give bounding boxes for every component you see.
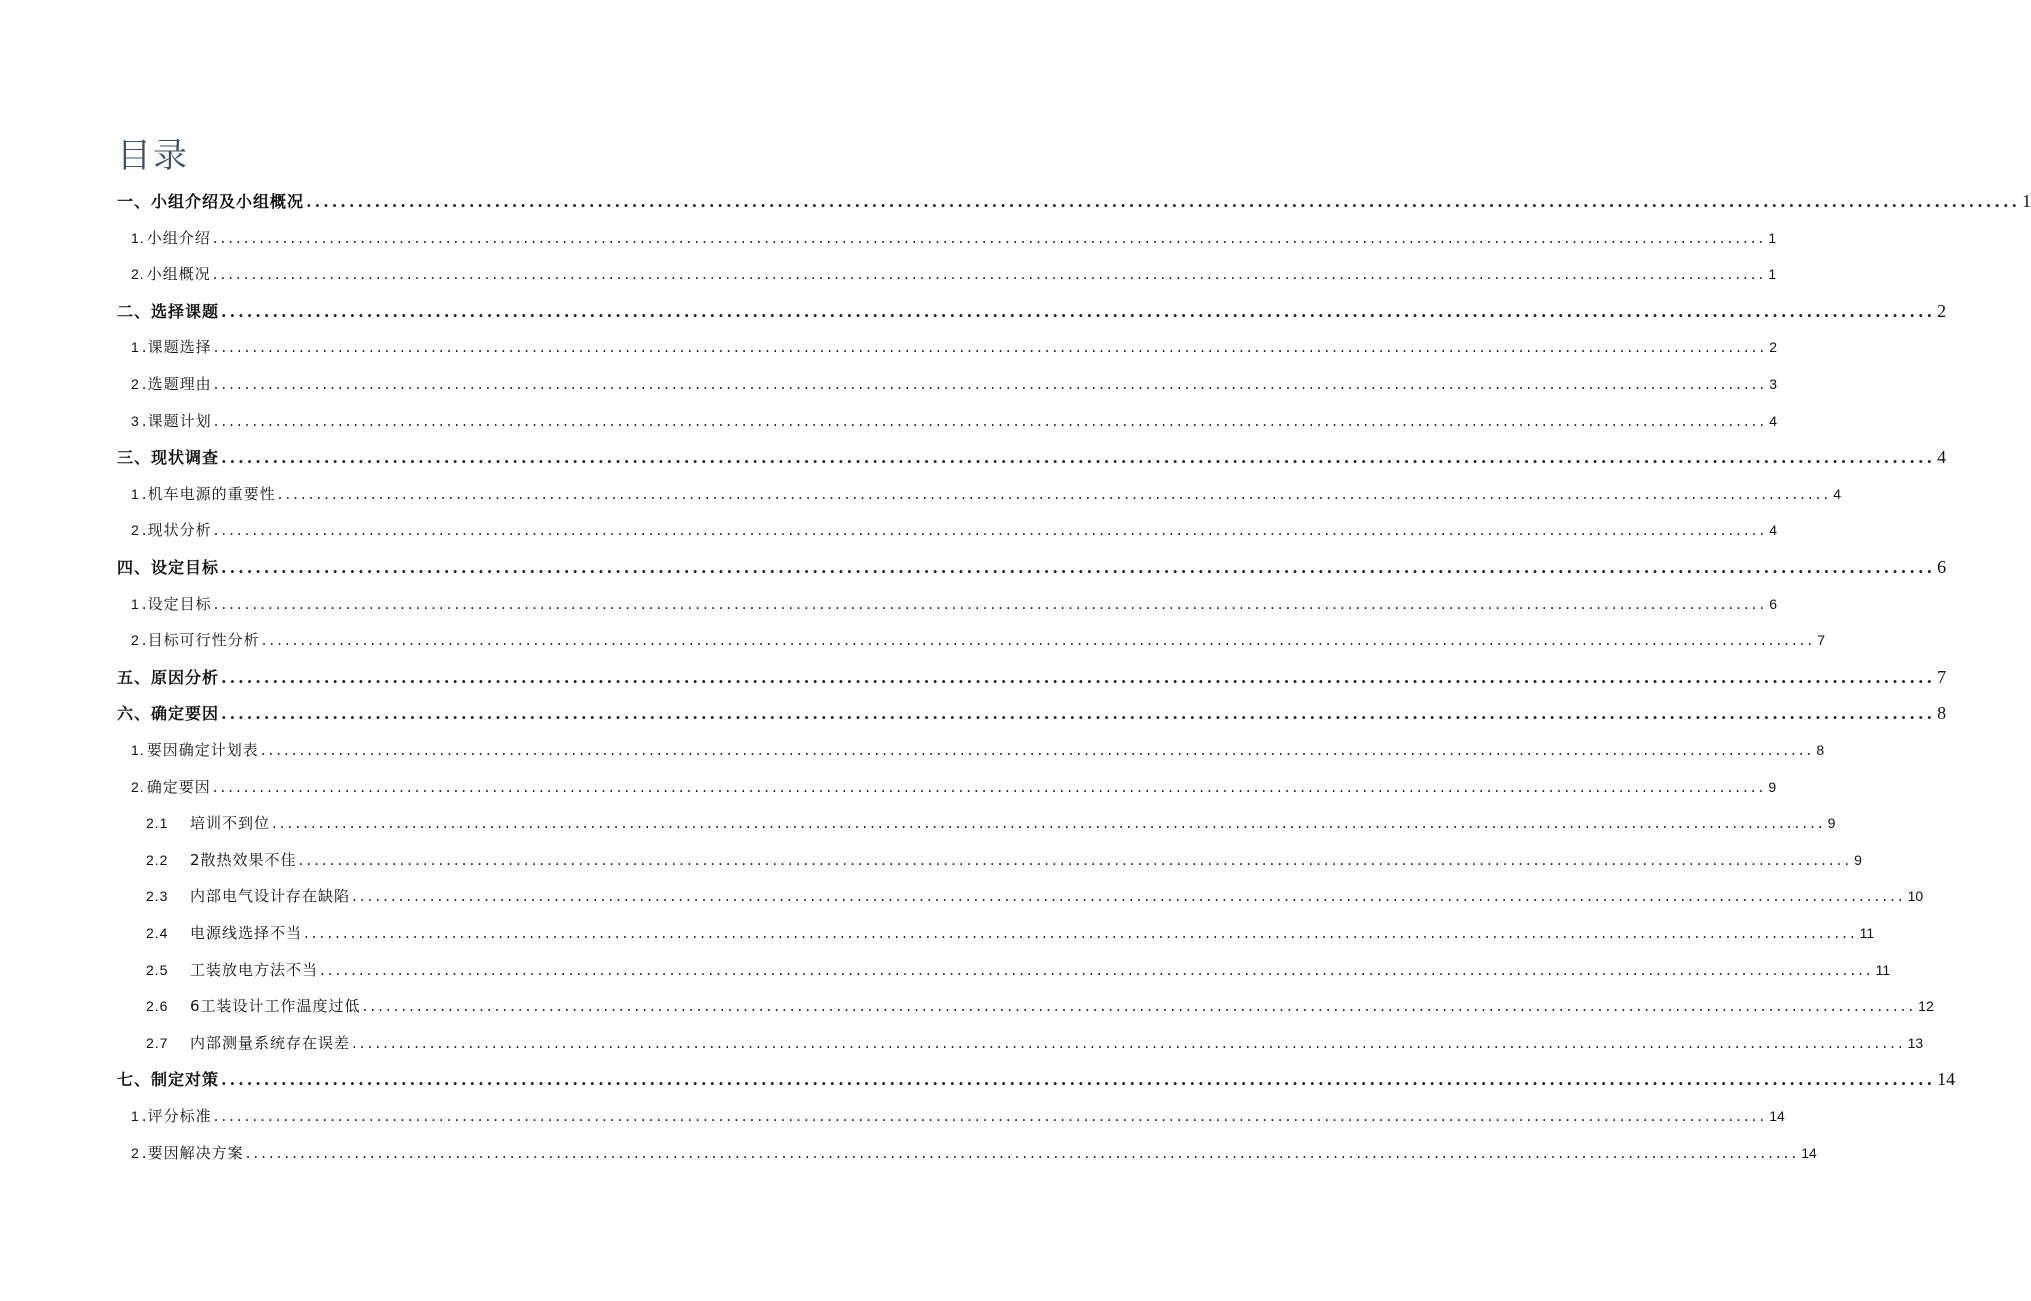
toc-entry-label xyxy=(117,187,304,217)
toc-entry[interactable] xyxy=(131,735,1825,765)
toc-leader-dots: ........................................................................................................................................................................................................ xyxy=(261,631,1816,650)
toc-entry[interactable] xyxy=(146,918,1875,948)
toc-leader-dots: ........................................................................................................................................................................................................ xyxy=(320,960,1874,979)
toc-entry-label xyxy=(146,1028,350,1058)
toc-page-number: 11 xyxy=(1859,925,1875,941)
toc-page-number: 13 xyxy=(1907,1034,1924,1051)
toc-entry-text: .评分标准 xyxy=(141,1107,212,1125)
toc-entry-number: 2.5 xyxy=(146,961,169,978)
toc-leader-dots: ........................................................................................................................................................................................................ xyxy=(221,448,1936,468)
toc-page-number: 8 xyxy=(1816,742,1825,758)
toc-entry-label xyxy=(131,259,211,289)
toc-entry-label xyxy=(131,625,260,655)
toc-leader-dots: ........................................................................................................................................................................................................ xyxy=(213,338,1768,357)
toc-entry[interactable] xyxy=(131,1101,1785,1131)
toc-leader-dots: ........................................................................................................................................................................................................ xyxy=(213,521,1768,540)
toc-leader-dots: ........................................................................................................................................................................................................ xyxy=(260,741,1815,759)
toc-entry[interactable] xyxy=(131,259,1777,289)
toc-leader-dots: ........................................................................................................................................................................................................ xyxy=(304,924,1858,942)
toc-entry-number: 1. xyxy=(131,229,145,246)
toc-entry-text: .机车电源的重要性 xyxy=(141,484,276,503)
toc-entry[interactable] xyxy=(131,223,1777,253)
toc-entry-text: .现状分析 xyxy=(141,521,212,540)
toc-leader-dots: ........................................................................................................................................................................................................ xyxy=(298,850,1853,869)
toc-entry-label xyxy=(117,1065,219,1095)
toc-entry-text: 培训不到位 xyxy=(190,814,271,833)
toc-leader-dots: ........................................................................................................................................................................................................ xyxy=(362,997,1917,1016)
toc-entry-number: 3 xyxy=(131,412,140,429)
toc-entry-text: 要因确定计划表 xyxy=(146,741,259,759)
toc-entry[interactable] xyxy=(131,1138,1817,1168)
toc-entry[interactable] xyxy=(117,296,1947,326)
toc-leader-dots: ........................................................................................................................................................................................................ xyxy=(272,814,1826,833)
toc-entry-number: 2.1 xyxy=(146,815,169,832)
toc-entry-text: 五、原因分析 xyxy=(117,667,220,687)
toc-page-number: 4 xyxy=(1833,485,1841,502)
toc-leader-dots: ........................................................................................................................................................................................................ xyxy=(277,484,1832,503)
toc-entry-number: 2.3 xyxy=(146,888,169,905)
toc-entry-number: 2.2 xyxy=(146,851,169,868)
toc-entry-label xyxy=(146,918,302,948)
toc-leader-dots: ........................................................................................................................................................................................................ xyxy=(245,1143,1800,1162)
toc-entry-number: 2 xyxy=(131,1144,140,1161)
toc-entry-label xyxy=(117,553,219,583)
toc-entry-label xyxy=(131,735,259,765)
toc-entry-number: 2.6 xyxy=(146,998,169,1015)
toc-entry[interactable] xyxy=(117,442,1947,472)
toc-entry-label xyxy=(131,479,276,509)
toc-entry-text: 6工装设计工作温度过低 xyxy=(190,997,361,1016)
toc-entry[interactable] xyxy=(146,845,1862,875)
toc-leader-dots: ........................................................................................................................................................................................................ xyxy=(221,704,1936,724)
toc-leader-dots: ........................................................................................................................................................................................................ xyxy=(221,558,1936,577)
toc-entry-label xyxy=(117,443,219,473)
toc-page-number: 4 xyxy=(1769,522,1777,539)
toc-page-number: 2 xyxy=(1937,300,1947,321)
toc-page-number: 2 xyxy=(1769,339,1777,356)
toc-entry-text: .选题理由 xyxy=(141,375,212,393)
toc-entry[interactable] xyxy=(117,698,1947,728)
toc-leader-dots: ........................................................................................................................................................................................................ xyxy=(213,375,1768,393)
toc-entry[interactable] xyxy=(146,808,1836,838)
toc-entry-label xyxy=(146,845,297,875)
toc-entry-label xyxy=(131,515,212,545)
toc-page-number: 6 xyxy=(1937,557,1947,577)
toc-entry-text: .目标可行性分析 xyxy=(141,631,260,650)
toc-entry-number: 2 xyxy=(131,522,140,539)
toc-entry[interactable] xyxy=(131,479,1841,509)
toc-title: 目录 xyxy=(117,136,189,176)
toc-entry-number: 2. xyxy=(131,778,145,795)
toc-entry-text: .设定目标 xyxy=(141,594,212,613)
toc-leader-dots: ........................................................................................................................................................................................................ xyxy=(221,1070,1936,1090)
toc-leader-dots: ........................................................................................................................................................................................................ xyxy=(212,777,1767,796)
toc-entry[interactable] xyxy=(131,589,1777,619)
toc-entry-text: 小组介绍 xyxy=(146,228,211,247)
toc-entry-label xyxy=(117,297,219,327)
toc-page-number: 9 xyxy=(1827,815,1836,832)
toc-leader-dots: ........................................................................................................................................................................................................ xyxy=(212,265,1767,284)
toc-entry-number: 1 xyxy=(131,595,140,612)
toc-entry-label xyxy=(131,332,212,362)
toc-entry-text: 三、现状调查 xyxy=(117,448,220,468)
toc-entry[interactable] xyxy=(131,369,1777,399)
toc-entry-label xyxy=(146,881,350,911)
toc-leader-dots: ........................................................................................................................................................................................................ xyxy=(213,1107,1768,1125)
toc-entry[interactable] xyxy=(131,332,1777,362)
toc-page-number: 1 xyxy=(1768,266,1777,283)
toc-entry-text: 内部测量系统存在误差 xyxy=(190,1033,351,1052)
toc-entry-text: 一、小组介绍及小组概况 xyxy=(117,192,305,211)
toc-page-number: 4 xyxy=(1769,412,1777,429)
toc-page-number: 9 xyxy=(1854,851,1862,868)
toc-entry-label xyxy=(131,1138,244,1168)
toc-entry-text: .课题计划 xyxy=(141,411,212,430)
toc-page-number: 8 xyxy=(1937,703,1947,724)
toc-entry[interactable] xyxy=(131,515,1777,545)
toc-entry[interactable] xyxy=(146,955,1891,985)
toc-leader-dots: ........................................................................................................................................................................................................ xyxy=(212,228,1767,247)
toc-entry-label xyxy=(131,1101,212,1131)
toc-entry-label xyxy=(131,369,212,399)
toc-page-number: 6 xyxy=(1769,595,1777,612)
toc-entry-label xyxy=(131,406,212,436)
toc-leader-dots: ........................................................................................................................................................................................................ xyxy=(213,594,1768,613)
toc-entry-number: 2.7 xyxy=(146,1034,169,1051)
toc-entry-number: 1 xyxy=(131,1108,140,1124)
toc-entry-text: 电源线选择不当 xyxy=(190,924,303,942)
toc-page-number: 11 xyxy=(1875,961,1891,978)
toc-entry-text: 工装放电方法不当 xyxy=(190,960,319,979)
toc-leader-dots: ........................................................................................................................................................................................................ xyxy=(352,1033,1906,1052)
toc-entry-text: .要因解决方案 xyxy=(141,1143,244,1162)
toc-entry-text: 七、制定对策 xyxy=(117,1070,220,1090)
toc-entry-number: 1 xyxy=(131,339,140,356)
toc-entry-number: 1 xyxy=(131,485,140,502)
toc-page-number: 14 xyxy=(1801,1144,1817,1161)
toc-entry[interactable] xyxy=(117,662,1947,692)
toc-entry-text: 内部电气设计存在缺陷 xyxy=(190,887,351,906)
toc-entry-number: 2.4 xyxy=(146,925,169,941)
toc-entry[interactable] xyxy=(117,186,2031,216)
toc-leader-dots: ........................................................................................................................................................................................................ xyxy=(306,192,2021,211)
toc-entry-label xyxy=(131,772,211,802)
toc-entry[interactable] xyxy=(146,881,1924,911)
toc-leader-dots: ........................................................................................................................................................................................................ xyxy=(352,887,1906,906)
toc-entry-label xyxy=(131,223,211,253)
toc-entry-text: 2散热效果不佳 xyxy=(190,850,297,869)
toc-entry-number: 1. xyxy=(131,742,145,758)
toc-entry-text: 二、选择课题 xyxy=(117,301,220,321)
toc-entry-label xyxy=(146,955,318,985)
toc-page-number: 7 xyxy=(1817,632,1825,649)
toc-entry[interactable] xyxy=(146,991,1934,1021)
toc-entry[interactable] xyxy=(117,552,1947,582)
toc-entry-text: 六、确定要因 xyxy=(117,704,220,724)
toc-page-number: 14 xyxy=(1937,1069,1956,1090)
toc-entry-label xyxy=(146,991,361,1021)
toc-entry[interactable] xyxy=(146,1028,1924,1058)
toc-page-number: 4 xyxy=(1937,447,1947,468)
toc-entry[interactable] xyxy=(131,406,1777,436)
toc-entry-text: .课题选择 xyxy=(141,338,212,357)
toc-entry-text: 四、设定目标 xyxy=(117,558,220,577)
toc-page-number: 10 xyxy=(1907,888,1924,905)
toc-page-number: 1 xyxy=(1768,229,1777,246)
toc-page-number: 1 xyxy=(2022,191,2031,211)
toc-page-number: 9 xyxy=(1768,778,1777,795)
toc-entry-number: 2. xyxy=(131,266,145,283)
toc-page-number: 3 xyxy=(1769,376,1777,392)
toc-entry-text: 确定要因 xyxy=(146,777,211,796)
toc-page-number: 12 xyxy=(1918,998,1934,1015)
toc-leader-dots: ........................................................................................................................................................................................................ xyxy=(221,667,1936,687)
toc-entry-text: 小组概况 xyxy=(146,265,211,284)
toc-entry-number: 2 xyxy=(131,376,140,392)
toc-page-number: 14 xyxy=(1769,1108,1785,1124)
toc-leader-dots: ........................................................................................................................................................................................................ xyxy=(213,411,1768,430)
toc-entry-label xyxy=(146,808,270,838)
toc-entry-label xyxy=(117,699,219,729)
toc-entry-label xyxy=(131,589,212,619)
toc-leader-dots: ........................................................................................................................................................................................................ xyxy=(221,301,1936,321)
toc-entry[interactable] xyxy=(131,772,1777,802)
toc-entry[interactable] xyxy=(131,625,1825,655)
toc-entry[interactable] xyxy=(117,1064,1956,1094)
toc-page-number: 7 xyxy=(1937,666,1947,687)
toc-entry-number: 2 xyxy=(131,632,140,649)
toc-entry-label xyxy=(117,663,219,693)
